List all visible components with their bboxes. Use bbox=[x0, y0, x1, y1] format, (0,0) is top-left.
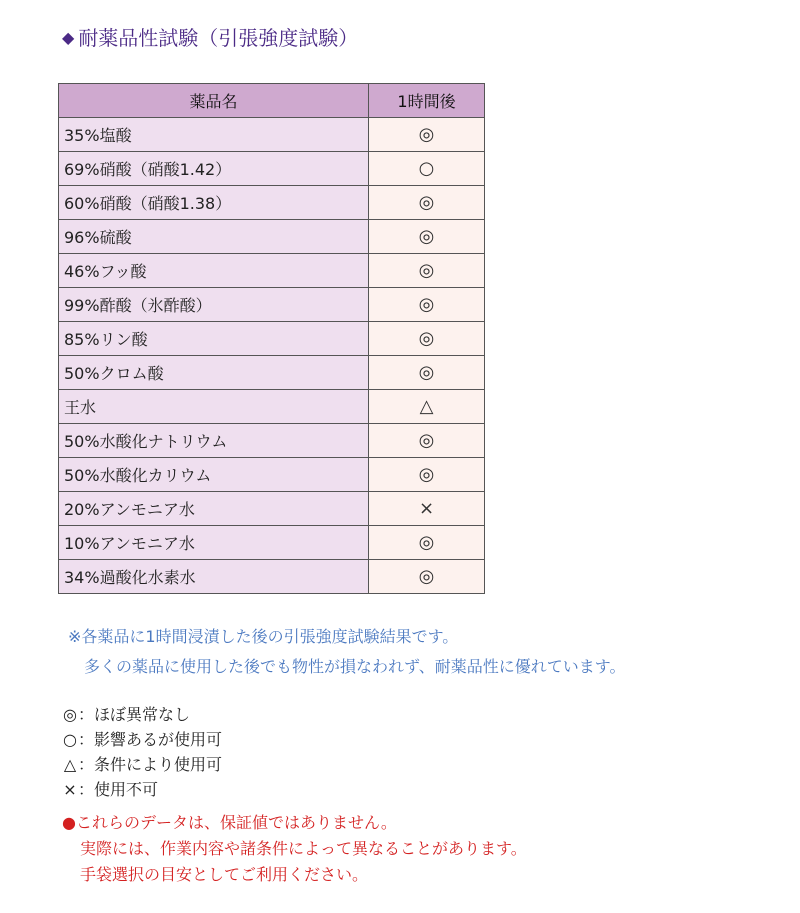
disclaimer-text-1: これらのデータは、保証値ではありません。 bbox=[75, 813, 397, 832]
disclaimer-line-2: 実際には、作業内容や諸条件によって異なることがあります。 bbox=[80, 839, 527, 858]
test-note bbox=[68, 622, 625, 682]
double-circle-icon: ◎ bbox=[63, 705, 77, 724]
chemical-name-cell: 50%クロム酸 bbox=[59, 356, 369, 390]
chemical-resistance-table bbox=[58, 83, 485, 594]
legend-item bbox=[62, 777, 222, 802]
chemical-name-cell: 85%リン酸 bbox=[59, 322, 369, 356]
table-row bbox=[59, 288, 485, 322]
legend-text: ：ほぼ異常なし bbox=[78, 705, 191, 724]
legend-text: ：影響あるが使用可 bbox=[78, 730, 223, 749]
table-row bbox=[59, 220, 485, 254]
legend-item bbox=[62, 752, 222, 777]
chemical-name-cell: 46%フッ酸 bbox=[59, 254, 369, 288]
table-row bbox=[59, 356, 485, 390]
legend-text: ：使用不可 bbox=[78, 780, 159, 799]
chemical-name-cell: 96%硫酸 bbox=[59, 220, 369, 254]
result-cell: △ bbox=[369, 390, 485, 424]
table-row bbox=[59, 458, 485, 492]
diamond-bullet-icon: ◆ bbox=[62, 28, 75, 47]
table-row bbox=[59, 254, 485, 288]
disclaimer bbox=[62, 810, 527, 888]
table-row bbox=[59, 390, 485, 424]
table-row bbox=[59, 526, 485, 560]
disclaimer-line-1 bbox=[62, 810, 527, 836]
page-title bbox=[62, 24, 358, 52]
result-cell: ◎ bbox=[369, 458, 485, 492]
table-header-row bbox=[59, 84, 485, 118]
result-cell: ◎ bbox=[369, 560, 485, 594]
circle-icon: ○ bbox=[63, 730, 77, 749]
chemical-name-cell: 王水 bbox=[59, 390, 369, 424]
result-cell: ◎ bbox=[369, 322, 485, 356]
disclaimer-line-3: 手袋選択の目安としてご利用ください。 bbox=[80, 865, 369, 884]
triangle-icon: △ bbox=[63, 755, 77, 774]
test-note-line-1: ※各薬品に1時間浸漬した後の引張強度試験結果です。 bbox=[68, 627, 459, 646]
result-cell: ◎ bbox=[369, 220, 485, 254]
result-cell: ◎ bbox=[369, 288, 485, 322]
table-row bbox=[59, 492, 485, 526]
legend-text: ：条件により使用可 bbox=[78, 755, 223, 774]
table-row bbox=[59, 152, 485, 186]
chemical-name-cell: 35%塩酸 bbox=[59, 118, 369, 152]
cross-icon: × bbox=[63, 780, 77, 799]
column-header-chemical-name: 薬品名 bbox=[59, 84, 369, 118]
column-header-one-hour-after: 1時間後 bbox=[369, 84, 485, 118]
result-cell: ◎ bbox=[369, 356, 485, 390]
result-cell: ◎ bbox=[369, 424, 485, 458]
legend-item bbox=[62, 702, 222, 727]
table-row bbox=[59, 186, 485, 220]
chemical-name-cell: 50%水酸化カリウム bbox=[59, 458, 369, 492]
chemical-name-cell: 34%過酸化水素水 bbox=[59, 560, 369, 594]
result-cell: ◎ bbox=[369, 526, 485, 560]
chemical-name-cell: 20%アンモニア水 bbox=[59, 492, 369, 526]
table-row bbox=[59, 118, 485, 152]
red-dot-bullet-icon: ● bbox=[62, 813, 76, 832]
chemical-name-cell: 99%酢酸（氷酢酸） bbox=[59, 288, 369, 322]
result-cell: ○ bbox=[369, 152, 485, 186]
result-cell: ◎ bbox=[369, 254, 485, 288]
result-cell: ◎ bbox=[369, 186, 485, 220]
test-note-line-2: 多くの薬品に使用した後でも物性が損なわれず、耐薬品性に優れています。 bbox=[84, 657, 626, 676]
chemical-name-cell: 50%水酸化ナトリウム bbox=[59, 424, 369, 458]
table-row bbox=[59, 322, 485, 356]
chemical-name-cell: 60%硝酸（硝酸1.38） bbox=[59, 186, 369, 220]
chemical-name-cell: 69%硝酸（硝酸1.42） bbox=[59, 152, 369, 186]
table-row bbox=[59, 424, 485, 458]
chemical-name-cell: 10%アンモニア水 bbox=[59, 526, 369, 560]
rating-legend bbox=[62, 702, 222, 802]
table-row bbox=[59, 560, 485, 594]
legend-item bbox=[62, 727, 222, 752]
page-title-text: 耐薬品性試験（引張強度試験） bbox=[78, 26, 359, 50]
result-cell: ◎ bbox=[369, 118, 485, 152]
result-cell: × bbox=[369, 492, 485, 526]
